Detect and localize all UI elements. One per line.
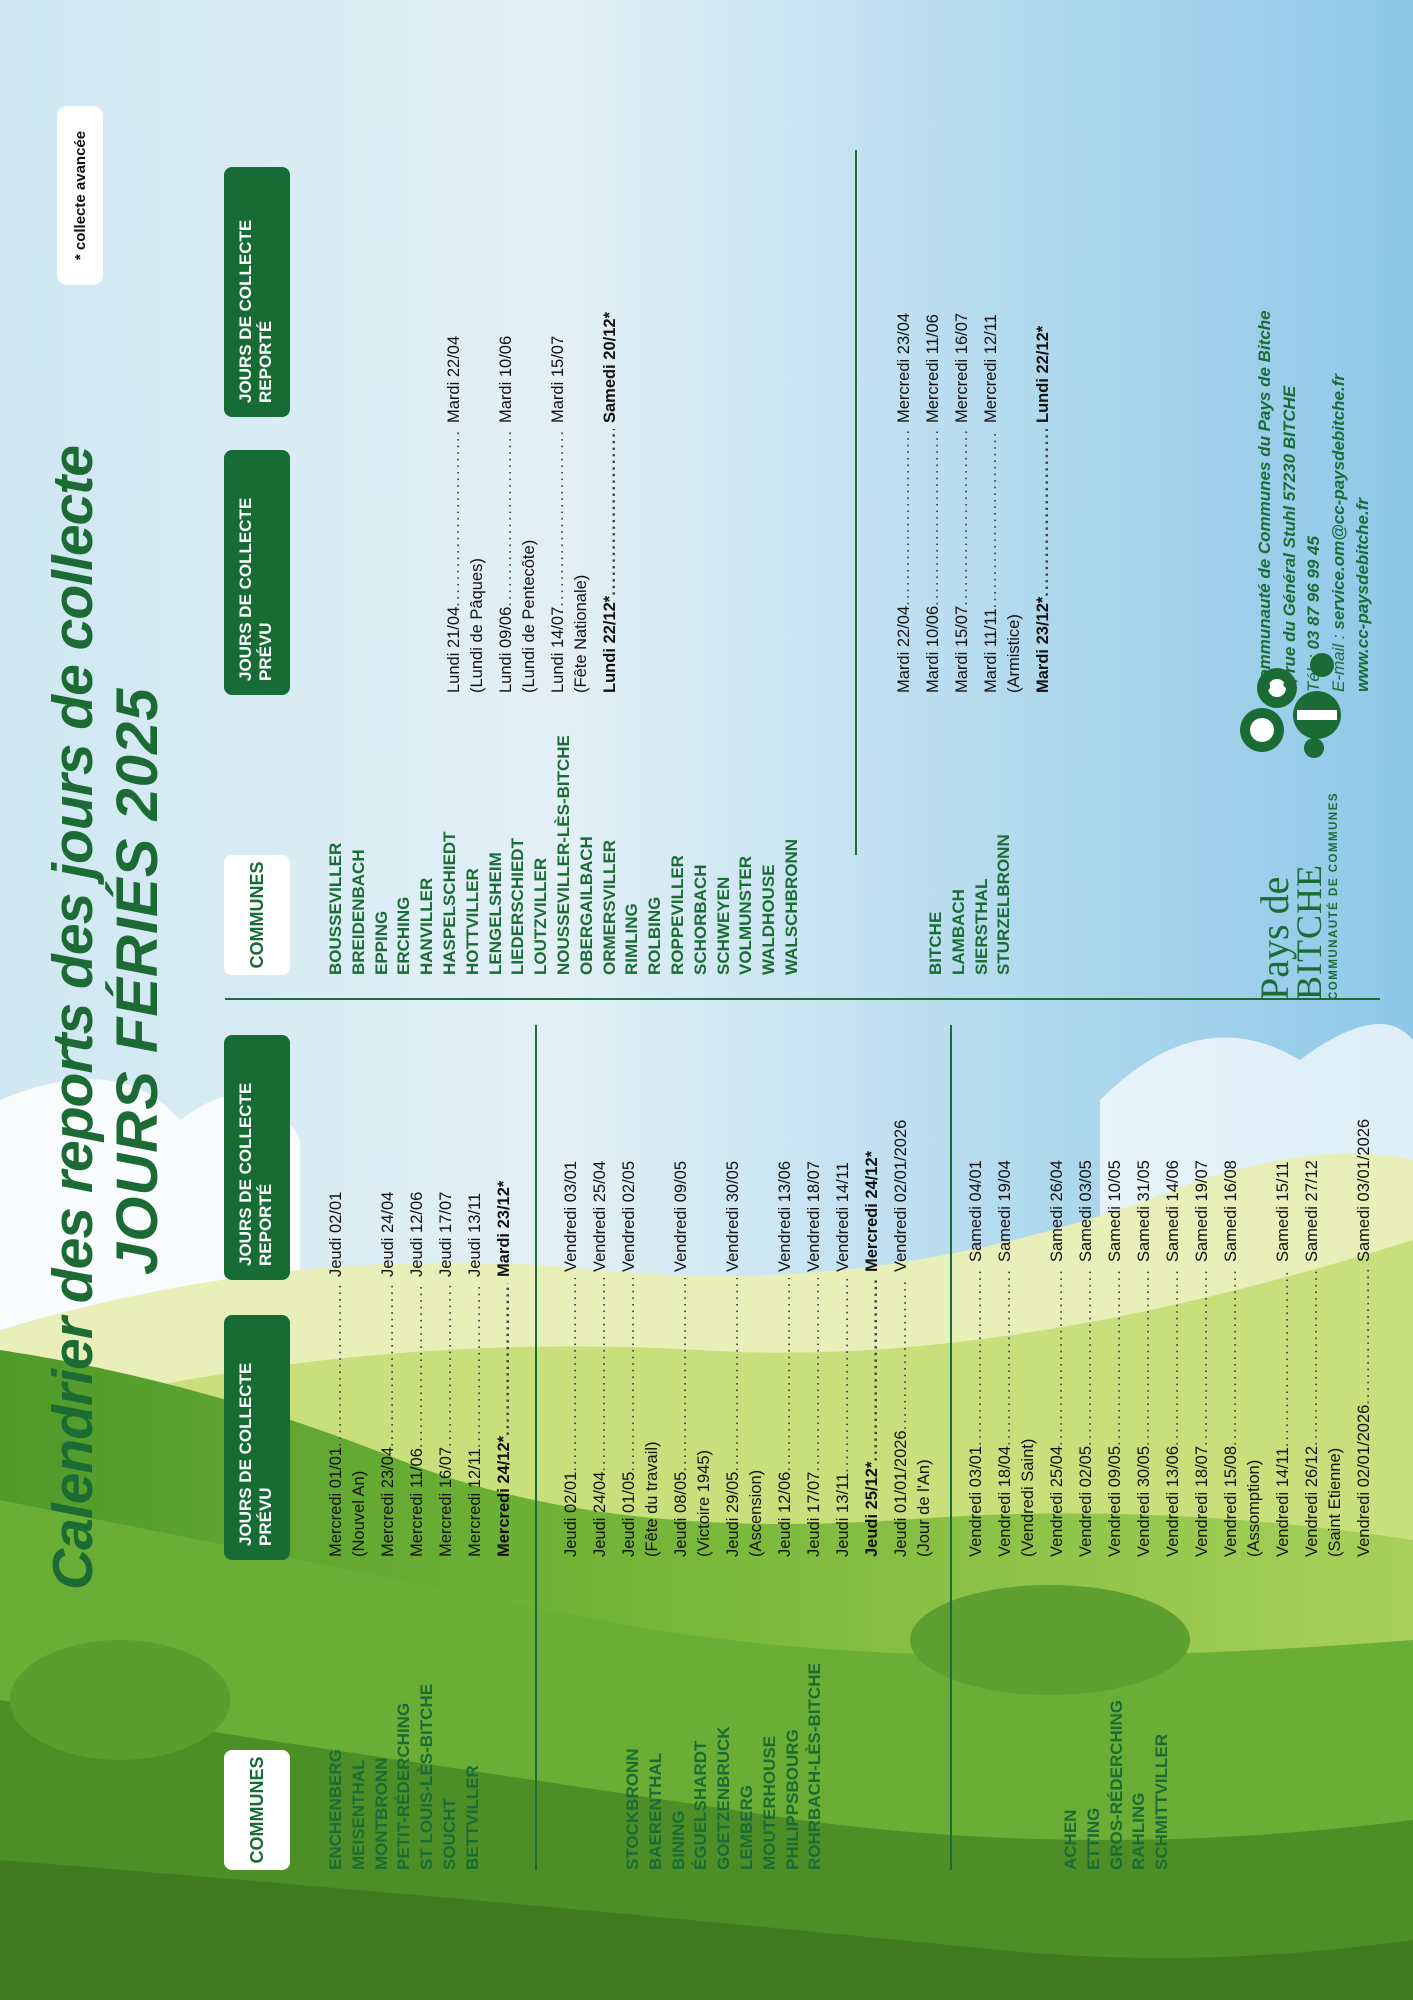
divider-group2 — [950, 1025, 952, 1870]
postponed-date: Samedi 27/12 — [1303, 1160, 1321, 1262]
commune-name: HASPELSCHIEDT — [439, 831, 459, 975]
commune-name: ROHRBACH-LÈS-BITCHE — [805, 1663, 825, 1870]
postponed-date: Samedi 03/05 — [1077, 1160, 1095, 1262]
holiday-note: (Victoire 1945) — [695, 1449, 713, 1557]
divider-group1 — [535, 1025, 537, 1870]
planned-date: Jeudi 01/01/2026 — [892, 1430, 910, 1557]
date-row — [951, 223, 974, 693]
commune-name: SCHMITTVILLER — [1152, 1734, 1172, 1870]
commune-name: SIERSTHAL — [971, 878, 991, 975]
logo-line2: BITCHE — [1289, 864, 1329, 1000]
group3-communes — [1060, 1700, 1174, 1870]
dot-leader — [1162, 1268, 1185, 1446]
dot-leader — [435, 1283, 458, 1447]
dot-leader — [1104, 1268, 1127, 1446]
header-prevu-left-l1: JOURS DE COLLECTE — [236, 1362, 255, 1546]
planned-date: Vendredi 13/06 — [1164, 1445, 1182, 1557]
planned-date: Mardi 11/11 — [982, 608, 1000, 693]
planned-date: Jeudi 17/07 — [805, 1471, 823, 1557]
postponed-date: Vendredi 30/05 — [724, 1160, 742, 1272]
commune-name: ACHEN — [1061, 1809, 1080, 1870]
dot-leader — [1191, 1268, 1214, 1446]
dot-leader — [722, 1278, 745, 1472]
commune-name: LIEDERSCHIEDT — [508, 838, 528, 975]
date-row — [832, 1042, 855, 1557]
planned-date: Jeudi 08/05 — [672, 1471, 690, 1557]
contact-email-label: E-mail : — [1328, 634, 1348, 692]
planned-date: Jeudi 25/12* — [863, 1461, 881, 1557]
contact-tel-label: Tél. : — [1304, 654, 1323, 692]
group3-dates — [965, 1032, 1382, 1557]
dot-leader — [599, 429, 622, 596]
postponed-date: Samedi 26/04 — [1048, 1160, 1066, 1262]
planned-date: Mercredi 11/06 — [408, 1448, 426, 1557]
header-prevu-right-l1: JOURS DE COLLECTE — [236, 497, 255, 681]
dot-leader — [589, 1278, 612, 1472]
commune-name: BAERENTHAL — [645, 1752, 665, 1870]
commune-name: MEISENTHAL — [348, 1759, 368, 1870]
dot-leader — [1301, 1268, 1324, 1446]
commune-name: ST LOUIS-LÈS-BITCHE — [417, 1683, 437, 1870]
commune-name: SCHWEYEN — [713, 876, 733, 975]
group1-dates — [325, 1047, 522, 1557]
header-reporte-left-l1: JOURS DE COLLECTE — [236, 1082, 255, 1266]
commune-name: BETTVILLER — [462, 1765, 482, 1870]
commune-name: STURZELBRONN — [994, 834, 1014, 975]
dot-leader — [464, 1283, 487, 1448]
commune-name: RAHLING — [1129, 1792, 1149, 1870]
postponed-date: Vendredi 09/05 — [672, 1160, 690, 1272]
commune-name: LOUTZVILLER — [531, 857, 551, 975]
holiday-note: (Lundi de Pentecôte) — [520, 539, 538, 693]
date-row — [435, 1047, 458, 1557]
dot-leader — [774, 1278, 797, 1472]
postponed-date: Vendredi 13/06 — [776, 1160, 794, 1272]
dot-leader — [1220, 1268, 1243, 1446]
commune-name: GOETZENBRUCK — [714, 1726, 734, 1870]
postponed-date: Mardi 22/04 — [445, 335, 463, 423]
commune-name: SCHORBACH — [690, 864, 710, 975]
commune-name: NOUSSEVILLER-LÈS-BITCHE — [553, 735, 573, 975]
date-row — [1220, 1032, 1243, 1557]
planned-date: Mercredi 24/12* — [495, 1435, 513, 1557]
commune-name: BOUSSEVILLER — [326, 842, 345, 975]
postponed-date: Vendredi 25/04 — [591, 1160, 609, 1272]
dot-leader — [325, 1283, 348, 1447]
planned-date: Vendredi 30/05 — [1135, 1445, 1153, 1557]
holiday-note: (Jour de l'An) — [915, 1459, 933, 1557]
postponed-date: Samedi 19/04 — [996, 1160, 1014, 1262]
group4-communes — [325, 735, 804, 975]
dot-leader — [1032, 429, 1055, 597]
date-row — [464, 1047, 487, 1557]
postponed-date: Lundi 22/12* — [1034, 325, 1052, 423]
planned-date: Vendredi 02/05 — [1077, 1445, 1095, 1557]
planned-date: Vendredi 02/01/2026 — [1355, 1404, 1373, 1557]
logo-line3: COMMUNAUTÉ DE COMMUNES — [1328, 791, 1340, 1000]
postponed-date: Mardi 10/06 — [497, 335, 515, 423]
header-prevu-right — [224, 450, 290, 695]
page-subtitle: JOURS FÉRIÉS 2025 — [105, 687, 170, 1275]
planned-date: Mercredi 16/07 — [437, 1446, 455, 1557]
date-row — [861, 1042, 884, 1557]
commune-name: PHILIPPSBOURG — [782, 1729, 802, 1870]
group5-communes — [925, 834, 1016, 975]
postponed-date: Mardi 15/07 — [549, 335, 567, 423]
date-row — [1046, 1032, 1069, 1557]
date-row — [890, 1042, 913, 1557]
postponed-date: Jeudi 13/11 — [466, 1192, 484, 1277]
group4-dates — [443, 193, 628, 693]
date-row — [589, 1042, 612, 1557]
advanced-collection-note: * collecte avancée — [57, 106, 103, 285]
header-prevu-left-l2: PRÉVU — [256, 1487, 275, 1546]
logo-line1: Pays de — [1252, 876, 1297, 1000]
postponed-date: Mercredi 11/06 — [924, 314, 942, 423]
holiday-note: (Vendredi Saint) — [1019, 1438, 1037, 1557]
dot-leader — [670, 1278, 693, 1472]
planned-date: Vendredi 15/08 — [1222, 1445, 1240, 1557]
postponed-date: Vendredi 03/01 — [562, 1160, 580, 1272]
dot-leader — [965, 1268, 988, 1446]
date-row — [1301, 1032, 1324, 1557]
postponed-date: Mercredi 23/04 — [895, 312, 913, 423]
dot-leader — [890, 1278, 913, 1430]
holiday-note: (Lundi de Pâques) — [468, 558, 486, 693]
planned-date: Vendredi 18/04 — [996, 1445, 1014, 1557]
planned-date: Lundi 09/06 — [497, 606, 515, 693]
planned-date: Mardi 10/06 — [924, 605, 942, 693]
commune-name: HANVILLER — [417, 877, 437, 975]
commune-name: GROS-RÉDERCHING — [1106, 1699, 1126, 1870]
postponed-date: Vendredi 02/01/2026 — [892, 1119, 910, 1272]
postponed-date: Samedi 31/05 — [1135, 1160, 1153, 1262]
date-row — [1353, 1032, 1376, 1557]
date-row — [1104, 1032, 1127, 1557]
date-row — [994, 1032, 1017, 1557]
header-reporte-right-l1: JOURS DE COLLECTE — [236, 219, 255, 403]
header-communes-left: COMMUNES — [224, 1750, 290, 1870]
header-reporte-left-l2: REPORTÉ — [256, 1183, 275, 1266]
date-row — [443, 193, 466, 693]
postponed-date: Vendredi 18/07 — [805, 1160, 823, 1272]
commune-name: ENCHENBERG — [326, 1749, 345, 1870]
postponed-date: Samedi 10/05 — [1106, 1160, 1124, 1262]
date-row — [618, 1042, 641, 1557]
holiday-note: (Nouvel An) — [350, 1470, 368, 1557]
postponed-date: Samedi 16/08 — [1222, 1160, 1240, 1262]
date-row — [1162, 1032, 1185, 1557]
date-row — [893, 223, 916, 693]
dot-leader — [832, 1278, 855, 1473]
dot-leader — [547, 429, 570, 607]
date-row — [965, 1032, 988, 1557]
date-row — [1075, 1032, 1098, 1557]
dot-leader — [1133, 1268, 1156, 1446]
planned-date: Mercredi 12/11 — [466, 1448, 484, 1557]
commune-name: STOCKBRONN — [623, 1748, 642, 1870]
postponed-date: Jeudi 17/07 — [437, 1191, 455, 1277]
commune-name: RIMLING — [622, 903, 642, 975]
planned-date: Vendredi 14/11 — [1274, 1447, 1292, 1557]
contact-block — [1253, 310, 1376, 692]
dot-leader — [1046, 1268, 1069, 1446]
commune-name: ERCHING — [394, 896, 414, 975]
header-reporte-left — [224, 1035, 290, 1280]
planned-date: Mardi 15/07 — [953, 605, 971, 693]
planned-date: Vendredi 03/01 — [967, 1445, 985, 1557]
planned-date: Lundi 22/12* — [601, 595, 619, 693]
planned-date: Vendredi 09/05 — [1106, 1445, 1124, 1557]
date-row — [377, 1047, 400, 1557]
planned-date: Mercredi 23/04 — [379, 1446, 397, 1557]
commune-name: LENGELSHEIM — [485, 852, 505, 975]
postponed-date: Mercredi 16/07 — [953, 312, 971, 423]
planned-date: Jeudi 02/01 — [562, 1471, 580, 1557]
planned-date: Lundi 21/04 — [445, 606, 463, 693]
commune-name: ETTING — [1083, 1807, 1103, 1870]
planned-date: Lundi 14/07 — [549, 606, 567, 693]
group2-dates — [560, 1042, 942, 1557]
dot-leader — [495, 429, 518, 607]
holiday-note: (Fête Nationale) — [572, 574, 590, 693]
dot-leader — [377, 1283, 400, 1447]
date-row — [670, 1042, 693, 1557]
header-prevu-left — [224, 1315, 290, 1560]
commune-name: ROLBING — [645, 896, 665, 975]
planned-date: Vendredi 26/12 — [1303, 1445, 1321, 1557]
dot-leader — [1272, 1268, 1295, 1447]
commune-name: SOUCHT — [439, 1798, 459, 1870]
commune-name: LAMBACH — [948, 889, 968, 975]
postponed-date: Mardi 23/12* — [495, 1180, 513, 1277]
commune-name: BREIDENBACH — [348, 849, 368, 975]
postponed-date: Samedi 20/12* — [601, 312, 619, 423]
planned-date: Mercredi 01/01 — [327, 1446, 345, 1557]
commune-name: VOLMUNSTER — [736, 856, 756, 975]
dot-leader — [1075, 1268, 1098, 1446]
dot-leader — [443, 429, 466, 607]
dot-leader — [1353, 1268, 1376, 1405]
date-row — [980, 223, 1003, 693]
planned-date: Jeudi 13/11 — [834, 1472, 852, 1557]
date-row — [1191, 1032, 1214, 1557]
commune-name: EPPING — [371, 910, 391, 975]
planned-date: Jeudi 29/05 — [724, 1471, 742, 1557]
contact-web[interactable]: www.cc-paysdebitche.fr — [1353, 498, 1372, 692]
group2-communes — [622, 1663, 827, 1870]
planned-date: Mardi 23/12* — [1034, 596, 1052, 693]
date-row — [495, 193, 518, 693]
dot-leader — [406, 1283, 429, 1448]
postponed-date: Samedi 03/01/2026 — [1355, 1118, 1373, 1262]
divider-group4 — [855, 150, 857, 855]
dot-leader — [893, 429, 916, 606]
header-prevu-right-l2: PRÉVU — [256, 622, 275, 681]
date-row — [406, 1047, 429, 1557]
holiday-note: (Fête du travail) — [643, 1441, 661, 1557]
contact-address: 4, rue du Général Stuhl 57230 BITCHE — [1279, 385, 1299, 692]
postponed-date: Samedi 04/01 — [967, 1160, 985, 1262]
commune-name: ROPPEVILLER — [667, 855, 687, 975]
commune-name: WALSCHBRONN — [781, 839, 801, 975]
commune-name: ÉGUELSHARDT — [691, 1740, 711, 1870]
commune-name: WALDHOUSE — [759, 864, 779, 975]
commune-name: MOUTERHOUSE — [759, 1735, 779, 1870]
commune-name: BINING — [668, 1810, 688, 1870]
dot-leader — [980, 429, 1003, 608]
date-row — [1133, 1032, 1156, 1557]
dot-leader — [951, 429, 974, 606]
dot-leader — [994, 1268, 1017, 1446]
contact-tel: 03 87 96 99 45 — [1304, 536, 1323, 650]
dot-leader — [922, 429, 945, 606]
date-row — [547, 193, 570, 693]
date-row — [325, 1047, 348, 1557]
dot-leader — [803, 1278, 826, 1472]
dot-leader — [618, 1278, 641, 1472]
postponed-date: Jeudi 24/04 — [379, 1191, 397, 1277]
commune-name: MONTBRONN — [371, 1757, 391, 1870]
holiday-note: (Saint Etienne) — [1326, 1447, 1344, 1557]
header-communes-right: COMMUNES — [224, 855, 290, 975]
postponed-date: Vendredi 14/11 — [834, 1162, 852, 1272]
group5-dates — [893, 223, 1061, 693]
header-reporte-right-l2: REPORTÉ — [256, 320, 275, 403]
postponed-date: Mercredi 24/12* — [863, 1150, 881, 1272]
contact-org: Communauté de Communes du Pays de Bitche — [1255, 310, 1274, 692]
header-reporte-right — [224, 167, 290, 417]
planned-date: Mardi 22/04 — [895, 605, 913, 693]
dot-leader — [560, 1278, 583, 1472]
commune-name: BITCHE — [926, 911, 945, 975]
postponed-date: Jeudi 12/06 — [408, 1191, 426, 1277]
dot-leader — [493, 1283, 516, 1436]
planned-date: Jeudi 12/06 — [776, 1471, 794, 1557]
postponed-date: Samedi 19/07 — [1193, 1160, 1211, 1262]
commune-name: PETIT-RÉDERCHING — [394, 1702, 414, 1870]
page-title: Calendrier des reports des jours de collecte — [41, 446, 105, 1590]
postponed-date: Samedi 15/11 — [1274, 1161, 1292, 1262]
postponed-date: Vendredi 02/05 — [620, 1160, 638, 1272]
date-row — [560, 1042, 583, 1557]
group1-communes — [325, 1684, 485, 1870]
planned-date: Jeudi 01/05 — [620, 1471, 638, 1557]
postponed-date: Jeudi 02/01 — [327, 1191, 345, 1277]
dot-leader — [861, 1278, 884, 1462]
planned-date: Jeudi 24/04 — [591, 1471, 609, 1557]
contact-email[interactable]: service.om@cc-paysdebitche.fr — [1328, 374, 1348, 630]
postponed-date: Samedi 14/06 — [1164, 1160, 1182, 1262]
commune-name: HOTTVILLER — [462, 868, 482, 975]
center-divider — [225, 998, 1380, 1000]
date-row — [493, 1047, 516, 1557]
holiday-note: (Assomption) — [1245, 1459, 1263, 1557]
date-row — [922, 223, 945, 693]
date-row — [803, 1042, 826, 1557]
date-row — [1032, 223, 1055, 693]
planned-date: Vendredi 18/07 — [1193, 1445, 1211, 1557]
date-row — [1272, 1032, 1295, 1557]
planned-date: Vendredi 25/04 — [1048, 1445, 1066, 1557]
commune-name: ORMERSVILLER — [599, 839, 619, 975]
commune-name: LEMBERG — [736, 1785, 756, 1870]
date-row — [774, 1042, 797, 1557]
commune-name: OBERGAILBACH — [576, 836, 596, 975]
postponed-date: Mercredi 12/11 — [982, 314, 1000, 423]
date-row — [599, 193, 622, 693]
holiday-note: (Armistice) — [1005, 614, 1023, 693]
holiday-note: (Ascension) — [747, 1469, 765, 1557]
date-row — [722, 1042, 745, 1557]
